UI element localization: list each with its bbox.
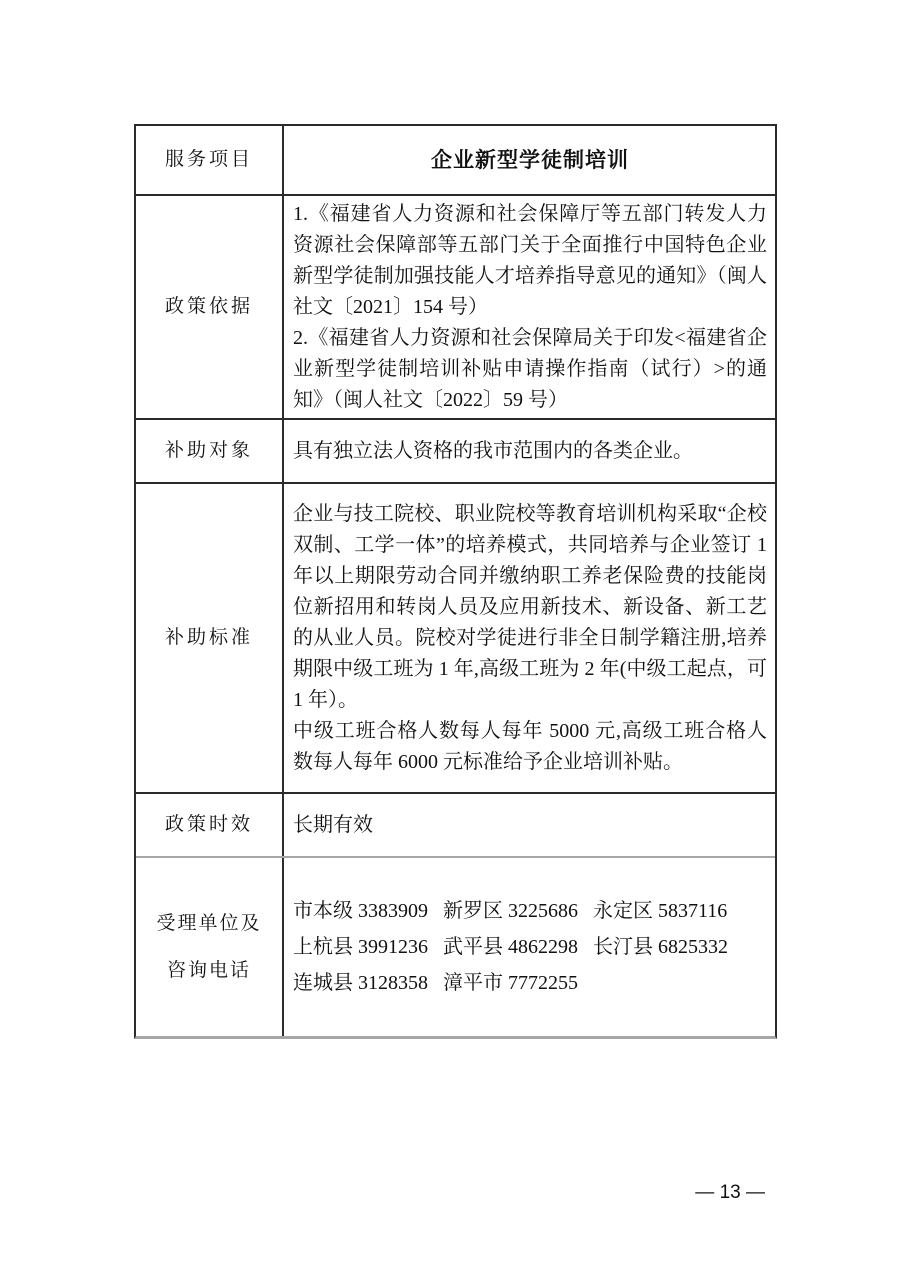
contact-phones-cell (284, 858, 775, 1036)
row-label-policy-validity: 政策时效 (136, 794, 284, 856)
table-row-policy-basis (136, 196, 775, 420)
policy-basis-item-1: 1.《福建省人力资源和社会保障厅等五部门转发人力资源社会保障部等五部门关于全面推行中国特色企业新型学徒制加强技能人才培养指导意见的通知》（闽人社文〔2021〕154 号） (293, 202, 767, 318)
policy-validity-cell (284, 794, 775, 856)
service-item-cell (284, 126, 775, 194)
subsidy-target-text: 具有独立法人资格的我市范围内的各类企业。 (293, 439, 693, 462)
table-row-contact (136, 858, 775, 1036)
subsidy-standard-paragraph-1: 企业与技工院校、职业院校等教育培训机构采取“企校双制、工学一体”的培养模式，共同培养与企业签订 1 年以上期限劳动合同并缴纳职工养老保险费的技能岗位新招用和转岗人员及应用新技术、新设备、新工艺的从业人员。院校对学徒进行非全日制学籍注册,培养期限中级工班为 1 年,高级工班为 2 年(中级工起点，可 1 年）。 (293, 502, 767, 711)
contact-label-line-1: 受理单位及 (156, 913, 262, 934)
subsidy-standard-cell (284, 484, 775, 792)
contact-phone-line-2: 上杭县 3991236 武平县 4862298 长汀县 6825332 (293, 936, 728, 958)
subsidy-target-cell (284, 420, 775, 482)
policy-validity-text: 长期有效 (293, 813, 373, 836)
policy-basis-cell (284, 196, 775, 418)
row-label-contact (136, 858, 284, 1036)
subsidy-standard-paragraph-2: 中级工班合格人数每人每年 5000 元,高级工班合格人数每人每年 6000 元标准给予企业培训补贴。 (293, 719, 767, 773)
table-row-subsidy-target (136, 420, 775, 484)
table-row-policy-validity (136, 794, 775, 858)
table-row-subsidy-standard (136, 484, 775, 794)
row-label-policy-basis: 政策依据 (136, 196, 284, 418)
policy-basis-item-2: 2.《福建省人力资源和社会保障局关于印发<福建省企业新型学徒制培训补贴申请操作指南（试行）>的通知》（闽人社文〔2022〕59 号） (293, 326, 767, 411)
policy-info-table (134, 124, 777, 1039)
contact-phone-line-1: 市本级 3383909 新罗区 3225686 永定区 5837116 (293, 900, 728, 922)
service-item-title: 企业新型学徒制培训 (431, 147, 629, 172)
row-label-service-item: 服务项目 (136, 126, 284, 194)
row-label-subsidy-target: 补助对象 (136, 420, 284, 482)
row-label-subsidy-standard: 补助标准 (136, 484, 284, 792)
contact-label-line-2: 咨询电话 (166, 960, 251, 981)
page-number: — 13 — (695, 1182, 765, 1203)
table-row-service-item (136, 126, 775, 196)
contact-phone-line-3: 连城县 3128358 漳平市 7772255 (293, 972, 578, 994)
